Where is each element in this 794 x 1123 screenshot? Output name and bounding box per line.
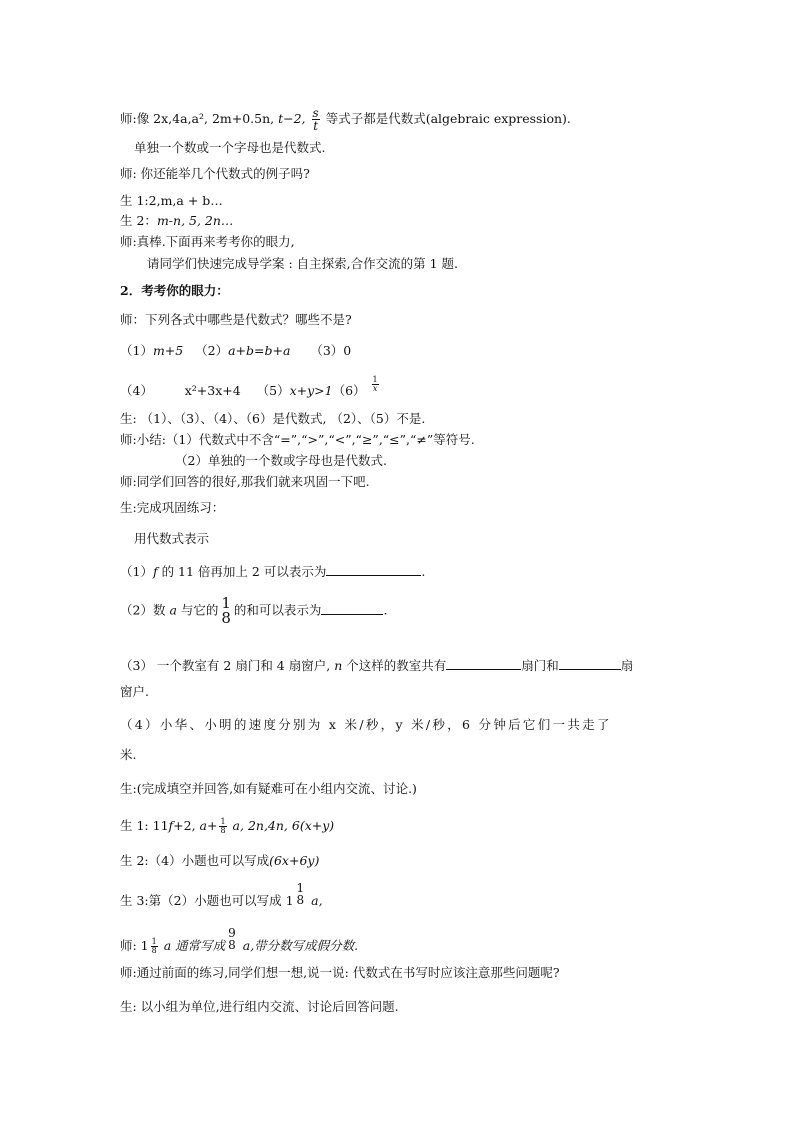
text: （2）单独的一个数或字母也是代数式. <box>175 453 387 468</box>
text: 个这样的教室共有 <box>342 658 447 673</box>
denominator: 8 <box>296 892 305 907</box>
fraction-1-over-8 <box>219 818 226 835</box>
denominator: x <box>372 384 378 393</box>
line-9: 师：下列各式中哪些是代数式？哪些不是? <box>120 312 352 327</box>
line-21: 窗户. <box>120 684 149 699</box>
text: f <box>168 818 174 833</box>
fraction-9-over-8 <box>227 927 237 951</box>
text: （3） 一个教室有 2 扇门和 4 扇窗户, <box>120 658 335 673</box>
text: f <box>152 564 158 579</box>
answer-blank[interactable] <box>559 657 621 670</box>
line-24: 生:(完成填空并回答,如有疑难可在小组内交流、讨论.) <box>120 781 417 796</box>
line-11 <box>120 375 381 399</box>
text: 生 2:（4）小题也可以写成 <box>120 853 270 868</box>
text: 生 2： <box>120 213 157 228</box>
line-22: （4）小华、小明的速度分别为 x 米/秒，y 米/秒，6 分钟后它们一共走了 <box>120 717 612 732</box>
text: （1） <box>120 343 153 358</box>
line-26 <box>120 853 319 869</box>
line-29: 师:通过前面的练习,同学们想一想,说一说: 代数式在书写时应该注意那些问题呢? <box>120 965 560 980</box>
line-17: 用代数式表示 <box>134 531 210 546</box>
line-16: 生:完成巩固练习： <box>120 500 225 515</box>
text: （6） <box>332 383 366 398</box>
line-13: 师:小结:（1）代数式中不含“=”,“>”,“<”,“≥”,“≤”,“≠”等符号. <box>120 432 475 447</box>
section-heading: 2．考考你的眼力： <box>120 283 229 298</box>
numerator: 1 <box>296 880 305 895</box>
text: （1） <box>120 564 153 579</box>
text: 师: 1 <box>120 938 149 953</box>
text: a, 2n,4n, 6(x+y) <box>228 818 335 833</box>
line-12: 生: （1）、（3）、（4）、（6）是代数式, （2）、（5）不是. <box>120 411 426 426</box>
text: （2） <box>195 343 229 358</box>
text: a <box>169 602 177 618</box>
numerator: 1 <box>221 594 231 612</box>
text: (6x+6y) <box>269 853 320 868</box>
denominator: t <box>313 119 319 133</box>
text: . <box>421 564 426 579</box>
text: +2, <box>173 818 200 833</box>
answer-blank[interactable] <box>326 563 421 576</box>
text: a+ <box>199 818 218 833</box>
denominator: 8 <box>220 826 226 835</box>
fraction-1-over-8 <box>220 596 232 626</box>
text: m-n, 5, 2n… <box>156 213 234 228</box>
numerator: 1 <box>151 937 157 946</box>
answer-blank[interactable] <box>446 657 521 670</box>
text: t−2, <box>278 111 306 126</box>
text: a,带分数写成假分数. <box>238 938 359 953</box>
text: 生 1: 11 <box>120 818 169 833</box>
text: 的 11 倍再加上 2 可以表示为 <box>157 564 327 579</box>
line-3: 师: 你还能举几个代数式的例子吗? <box>120 166 310 181</box>
line-6: 师:真棒.下面再来考考你的眼力, <box>120 234 295 249</box>
line-28 <box>120 925 359 955</box>
line-27 <box>120 880 323 909</box>
line-30: 生: 以小组为单位,进行组内交流、讨论后回答问题. <box>120 999 399 1014</box>
text: m+5 <box>152 343 184 358</box>
answer-blank[interactable] <box>321 602 383 615</box>
fraction-1-over-x <box>372 376 379 393</box>
text: 生 3:第（2）小题也可以写成 1 <box>120 893 294 908</box>
line-20 <box>120 657 633 674</box>
text: 扇门和 <box>521 658 559 673</box>
text: （2）数 <box>120 602 170 618</box>
line-4: 生 1:2,m,a + b… <box>120 193 223 208</box>
line-10 <box>120 343 351 359</box>
line-15: 师:同学们回答的很好,那我们就来巩固一下吧. <box>120 474 370 489</box>
numerator: 1 <box>220 817 226 826</box>
text: a+b=b+a <box>228 343 291 358</box>
text: 与它的 <box>176 602 219 618</box>
text: 等式子都是代数式(algebraic expression). <box>325 111 571 126</box>
text: 的和可以表示为 <box>233 602 322 618</box>
text: n <box>334 658 343 673</box>
line-19 <box>120 596 387 626</box>
text: （4） <box>120 383 153 398</box>
denominator: 8 <box>221 609 231 627</box>
line-2: 单独一个数或一个字母也是代数式. <box>134 140 326 155</box>
numerator: s <box>312 106 319 120</box>
line-7: 请同学们快速完成导学案 : 自主探索,合作交流的第 1 题. <box>147 256 459 271</box>
line-18 <box>120 563 425 580</box>
fraction-s-over-t <box>312 107 320 132</box>
text: 师:像 2x,4a,a², 2m+0.5n, <box>120 111 279 126</box>
text: a 通常写成 <box>159 938 226 953</box>
text: 扇 <box>620 658 634 673</box>
line-5 <box>120 213 233 229</box>
text: x²+3x+4 <box>184 383 241 398</box>
fraction-1-over-8 <box>151 938 158 955</box>
numerator: 1 <box>372 375 378 384</box>
line-1 <box>120 107 571 132</box>
text: （3）0 <box>310 343 352 358</box>
denominator: 8 <box>228 937 236 952</box>
text: （5） <box>256 383 290 398</box>
line-23: 米. <box>120 747 137 762</box>
text: . <box>383 602 388 618</box>
text: a, <box>307 893 323 908</box>
line-25 <box>120 818 334 835</box>
denominator: 8 <box>151 946 157 955</box>
text: x+y>1 <box>289 383 333 398</box>
fraction-1-over-8 <box>296 882 306 906</box>
numerator: 9 <box>228 925 236 940</box>
